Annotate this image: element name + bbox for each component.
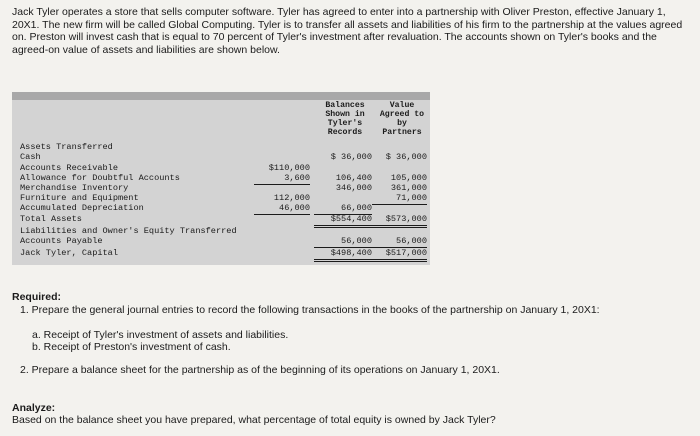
table-row — [12, 214, 430, 225]
agreed-value: 105,000 — [390, 173, 427, 183]
table-row — [12, 236, 430, 247]
balance-value: 106,400 — [335, 173, 372, 183]
question-1: 1. Prepare the general journal entries to record the following transactions in the books of the partnership on January 1, 20X1: — [20, 304, 600, 316]
agreed-value: $ 36,000 — [385, 152, 427, 162]
agreed-value: $573,000 — [372, 214, 427, 228]
row-label: Accumulated Depreciation — [20, 203, 144, 213]
analyze-heading: Analyze: — [12, 402, 56, 414]
table-header-band — [12, 92, 430, 100]
balance-value: 346,000 — [335, 183, 372, 193]
question-1a: a. Receipt of Tyler's investment of assets and liabilities. — [32, 329, 289, 341]
row-label: Assets Transferred — [20, 142, 113, 152]
required-heading: Required: — [12, 291, 62, 303]
accounts-table — [12, 92, 430, 265]
row-label: Furniture and Equipment — [20, 193, 139, 203]
detail-value: 3,600 — [254, 173, 310, 185]
agreed-value: 361,000 — [390, 183, 427, 193]
detail-value: 112,000 — [273, 193, 310, 203]
detail-value: 46,000 — [254, 203, 310, 215]
row-label: Liabilities and Owner's Equity Transferred — [20, 226, 237, 236]
table-row — [12, 248, 430, 259]
balance-value: 66,000 — [314, 203, 372, 215]
row-label: Accounts Payable — [20, 236, 103, 246]
agreed-value: 71,000 — [372, 193, 427, 205]
row-label: Accounts Receivable — [20, 163, 118, 173]
agreed-value: 56,000 — [372, 236, 427, 248]
balance-value: $498,400 — [314, 248, 372, 262]
balance-value: $ 36,000 — [330, 152, 372, 162]
question-2: 2. Prepare a balance sheet for the partnership as of the beginning of its operations on January 1, 20X1. — [20, 364, 500, 376]
row-label: Total Assets — [20, 214, 82, 224]
header-balances: Balances Shown in Tyler's Records — [325, 101, 365, 137]
row-label: Cash — [20, 152, 41, 162]
question-1b: b. Receipt of Preston's investment of cash. — [32, 341, 231, 353]
row-label: Allowance for Doubtful Accounts — [20, 173, 180, 183]
table-row — [12, 203, 430, 214]
header-agreed-value: Value Agreed to by Partners — [379, 101, 425, 137]
problem-intro: Jack Tyler operates a store that sells computer software. Tyler has agreed to enter into a partnership with Oliver Preston, effective January 1, 20X1. The new firm will be called Global Computing. Tyler is to transfer all assets and liabilities of his firm to the partnership at the values agreed on. Preston will invest cash that is equal to 70 percent of Tyler's investment after revaluation. The accounts shown on Tyler's books and the agreed-on value of assets and liabilities are shown below. — [12, 6, 683, 56]
detail-value: $110,000 — [268, 163, 310, 173]
agreed-value: $517,000 — [372, 248, 427, 262]
balance-value: $554,400 — [314, 214, 372, 228]
row-label: Jack Tyler, Capital — [20, 248, 118, 258]
balance-value: 56,000 — [314, 236, 372, 248]
analyze-question: Based on the balance sheet you have prepared, what percentage of total equity is owned by Jack Tyler? — [12, 414, 496, 426]
row-label: Merchandise Inventory — [20, 183, 129, 193]
table-row — [12, 152, 430, 163]
